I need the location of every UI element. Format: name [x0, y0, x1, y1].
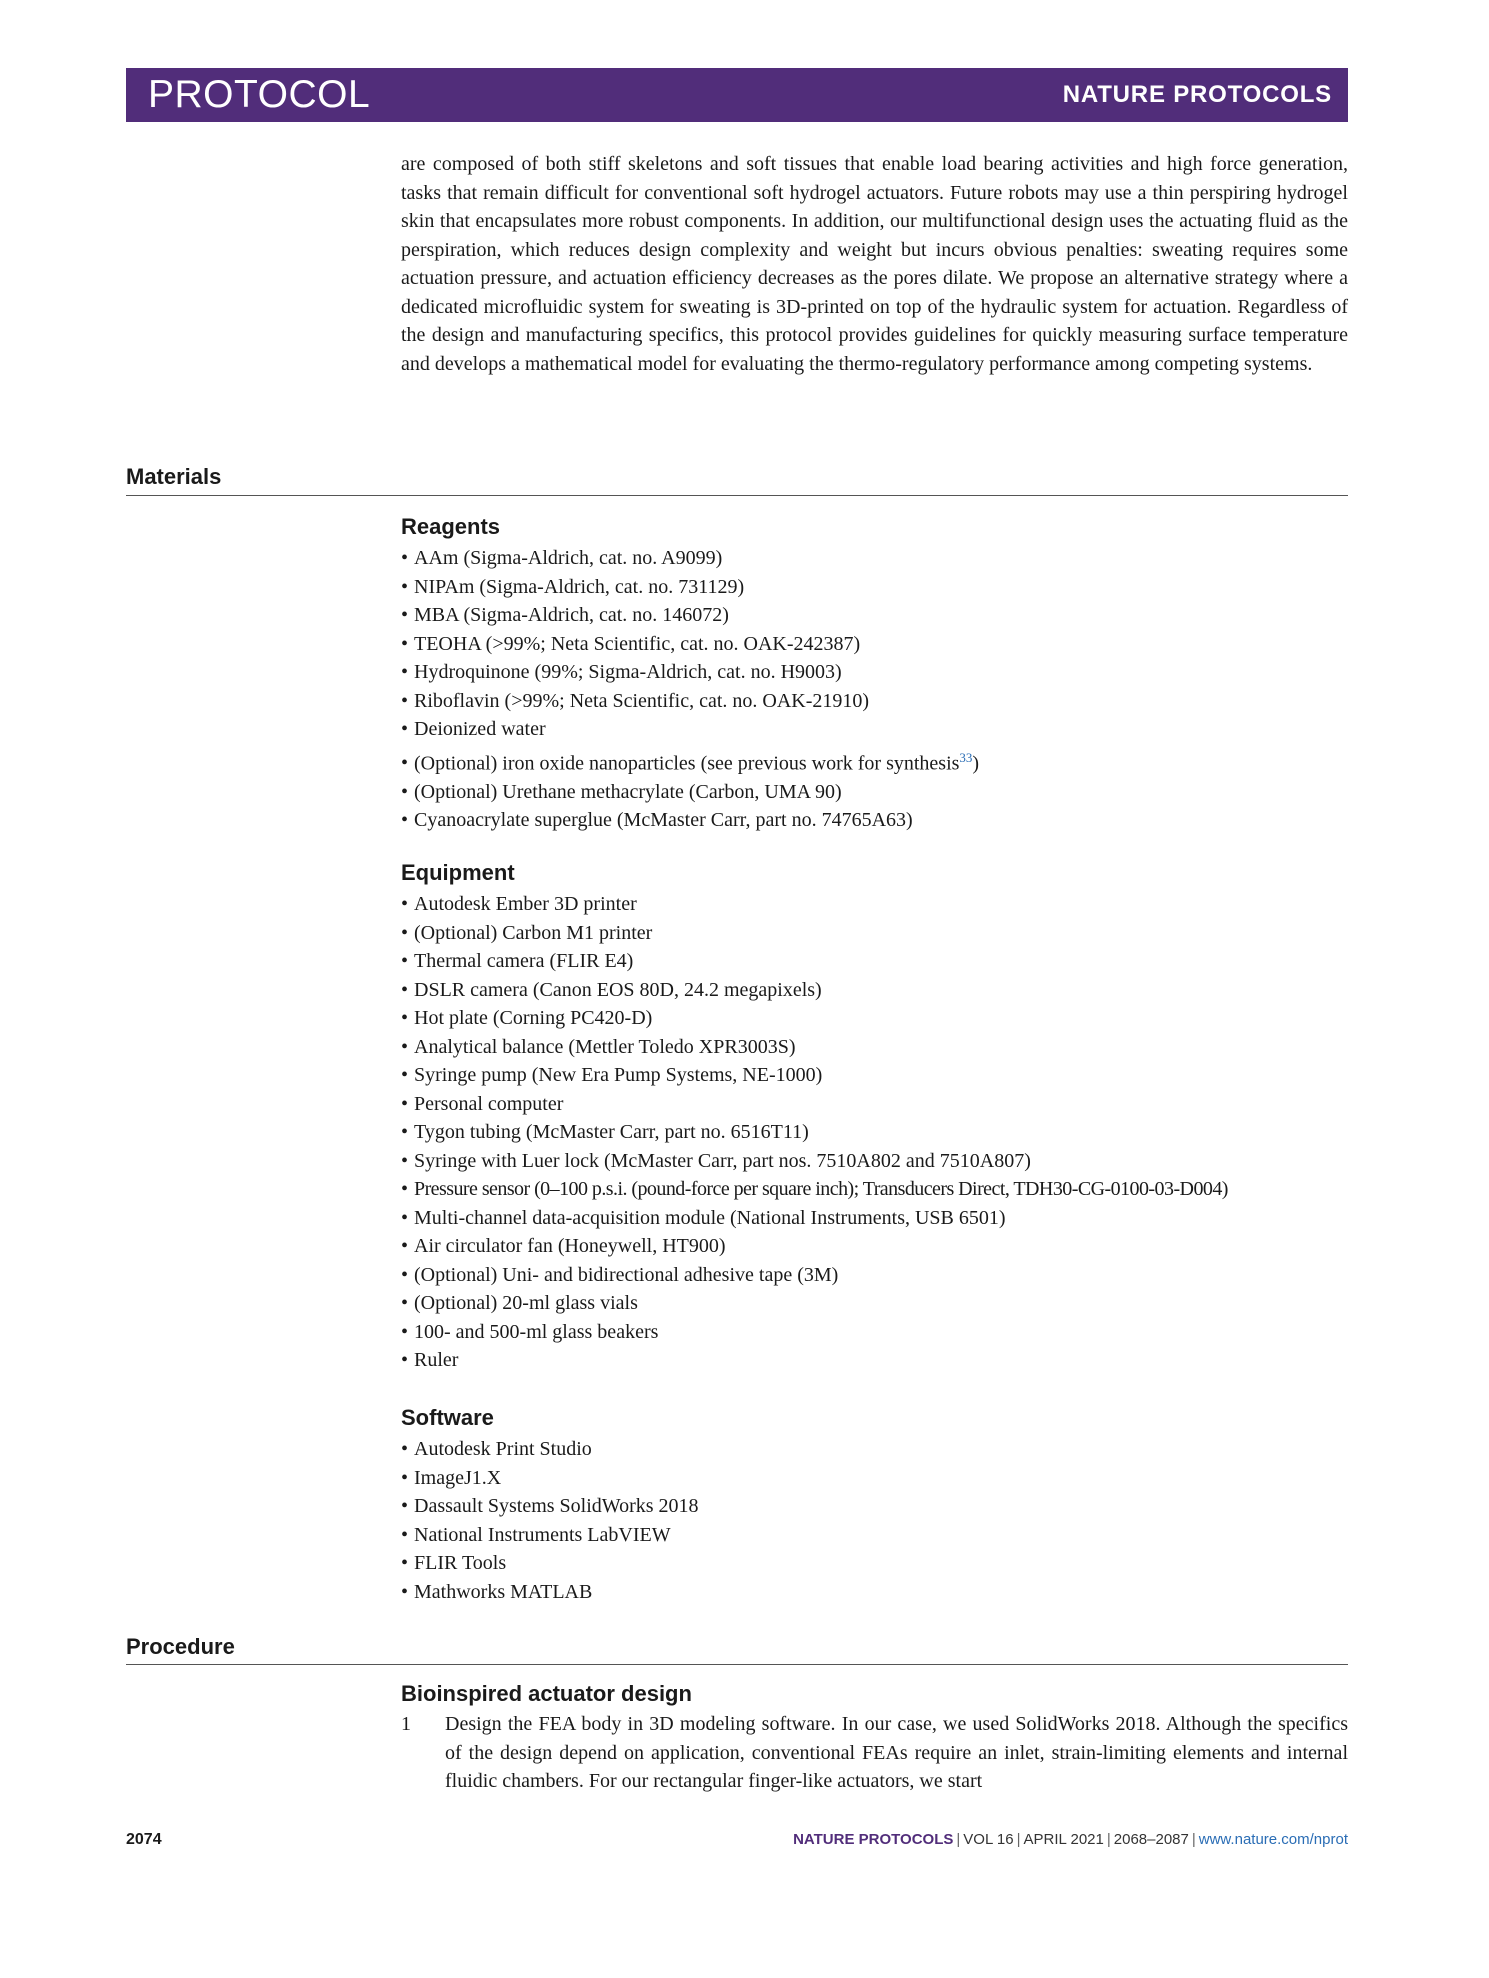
section-divider: [126, 1664, 1348, 1665]
list-item: • Hydroquinone (99%; Sigma-Aldrich, cat. no. H9003): [401, 661, 842, 683]
list-item: • Autodesk Print Studio: [401, 1438, 592, 1460]
list-item: • (Optional) Carbon M1 printer: [401, 921, 653, 944]
list-item: • Personal computer: [401, 1092, 564, 1115]
list-item: • Pressure sensor (0–100 p.s.i. (pound-force per square inch); Transducers Direct, TDH30-CG-0100-03-D004): [401, 1178, 1228, 1200]
list-item: • Multi-channel data-acquisition module (National Instruments, USB 6501): [401, 1206, 1006, 1229]
list-item: • DSLR camera (Canon EOS 80D, 24.2 megapixels): [401, 978, 822, 1001]
list-item: • Dassault Systems SolidWorks 2018: [401, 1495, 699, 1517]
procedure-subsection: [401, 1680, 1348, 1711]
journal-name-header: NATURE PROTOCOLS: [1062, 81, 1332, 108]
equipment-list: [401, 890, 1348, 1375]
list-item: • Tygon tubing (McMaster Carr, part no. 6516T11): [401, 1121, 809, 1143]
subsection-title-reagents: Reagents: [401, 514, 501, 539]
list-item: • Syringe with Luer lock (McMaster Carr, part nos. 7510A802 and 7510A807): [401, 1149, 1031, 1172]
list-item: • Syringe pump (New Era Pump Systems, NE-1000): [401, 1064, 823, 1086]
footer-volume: VOL 16: [963, 1831, 1014, 1848]
list-item: • TEOHA (>99%; Neta Scientific, cat. no. OAK-242387): [401, 632, 861, 655]
step-number: 1: [401, 1713, 411, 1735]
citation-link[interactable]: 33: [959, 749, 973, 765]
equipment-section: [401, 859, 1348, 1375]
software-list: [401, 1435, 1348, 1606]
list-item: • Ruler: [401, 1349, 459, 1371]
list-item: • 100- and 500-ml glass beakers: [401, 1320, 659, 1343]
footer-pages: 2068–2087: [1113, 1831, 1189, 1848]
footer-date: APRIL 2021: [1023, 1831, 1104, 1848]
footer-journal-name: NATURE PROTOCOLS: [793, 1831, 954, 1848]
list-item: • Cyanoacrylate superglue (McMaster Carr, part no. 74765A63): [401, 809, 913, 832]
list-item: • AAm (Sigma-Aldrich, cat. no. A9099): [401, 547, 723, 569]
list-item: • Analytical balance (Mettler Toledo XPR3003S): [401, 1035, 796, 1058]
list-item: • (Optional) Uni- and bidirectional adhesive tape (3M): [401, 1263, 839, 1286]
header-bar: [126, 68, 1348, 122]
list-item: • ImageJ1.X: [401, 1466, 502, 1489]
reagents-section: [401, 513, 1348, 835]
procedure-step: [401, 1710, 1348, 1796]
list-item: • (Optional) iron oxide nanoparticles (see previous work for synthesis$^{33}$): [401, 749, 980, 775]
section-title-procedure: Procedure: [126, 1634, 235, 1659]
list-item: • NIPAm (Sigma-Aldrich, cat. no. 731129): [401, 575, 745, 598]
intro-paragraph: are composed of both stiff skeletons and soft tissues that enable load bearing activities and high force generation, tasks that remain difficult for conventional soft hydrogel actuators. Future robots may use a thin perspiring hydrogel skin that encapsulates more robust components. In addition, our multifunctional design uses the actuating fluid as the perspiration, which reduces design complexity and weight but incurs obvious penalties: sweating requires some actuation pressure, and actuation efficiency decreases as the pores dilate. We propose an alternative strategy where a dedicated microfluidic system for sweating is 3D-printed on top of the hydraulic system for actuation. Regardless of the design and manufacturing specifics, this protocol provides guidelines for quickly measuring surface temperature and develops a mathematical model for evaluating the thermo-regulatory performance among competing systems.: [401, 153, 1348, 375]
page-number: 2074: [126, 1831, 162, 1848]
subsection-title-equipment: Equipment: [401, 860, 515, 885]
list-item: • National Instruments LabVIEW: [401, 1523, 671, 1546]
list-item: • Mathworks MATLAB: [401, 1580, 593, 1603]
subsection-title-software: Software: [401, 1405, 494, 1430]
section-divider: [126, 495, 1348, 496]
list-item: • Riboflavin (>99%; Neta Scientific, cat. no. OAK-21910): [401, 689, 870, 712]
subsection-title-actuator-design: Bioinspired actuator design: [401, 1681, 692, 1706]
list-item: • Deionized water: [401, 718, 546, 740]
reagents-list: [401, 544, 1348, 835]
list-item: • Autodesk Ember 3D printer: [401, 893, 637, 915]
list-item: • (Optional) Urethane methacrylate (Carbon, UMA 90): [401, 780, 842, 803]
software-section: [401, 1404, 1348, 1606]
list-item: • Thermal camera (FLIR E4): [401, 950, 634, 972]
section-title-materials: Materials: [126, 464, 222, 489]
list-item: • Hot plate (Corning PC420-D): [401, 1007, 653, 1029]
footer-citation: NATURE PROTOCOLS | VOL 16 | APRIL 2021 | 2068–2087 | www.nature.com/nprot: [793, 1831, 1348, 1848]
list-item: • (Optional) 20-ml glass vials: [401, 1292, 638, 1314]
list-item: • MBA (Sigma-Aldrich, cat. no. 146072): [401, 604, 729, 626]
footer-url-link[interactable]: www.nature.com/nprot: [1198, 1831, 1348, 1848]
step-text: Design the FEA body in 3D modeling software. In our case, we used SolidWorks 2018. Although the specifics of the design depend on application, conventional FEAs require an inlet, strain-limiting elements and internal fluidic chambers. For our rectangular finger-like actuators, we start: [445, 1713, 1348, 1792]
article-type-label: PROTOCOL: [148, 73, 371, 116]
list-item: • Air circulator fan (Honeywell, HT900): [401, 1235, 726, 1257]
list-item: • FLIR Tools: [401, 1552, 507, 1574]
